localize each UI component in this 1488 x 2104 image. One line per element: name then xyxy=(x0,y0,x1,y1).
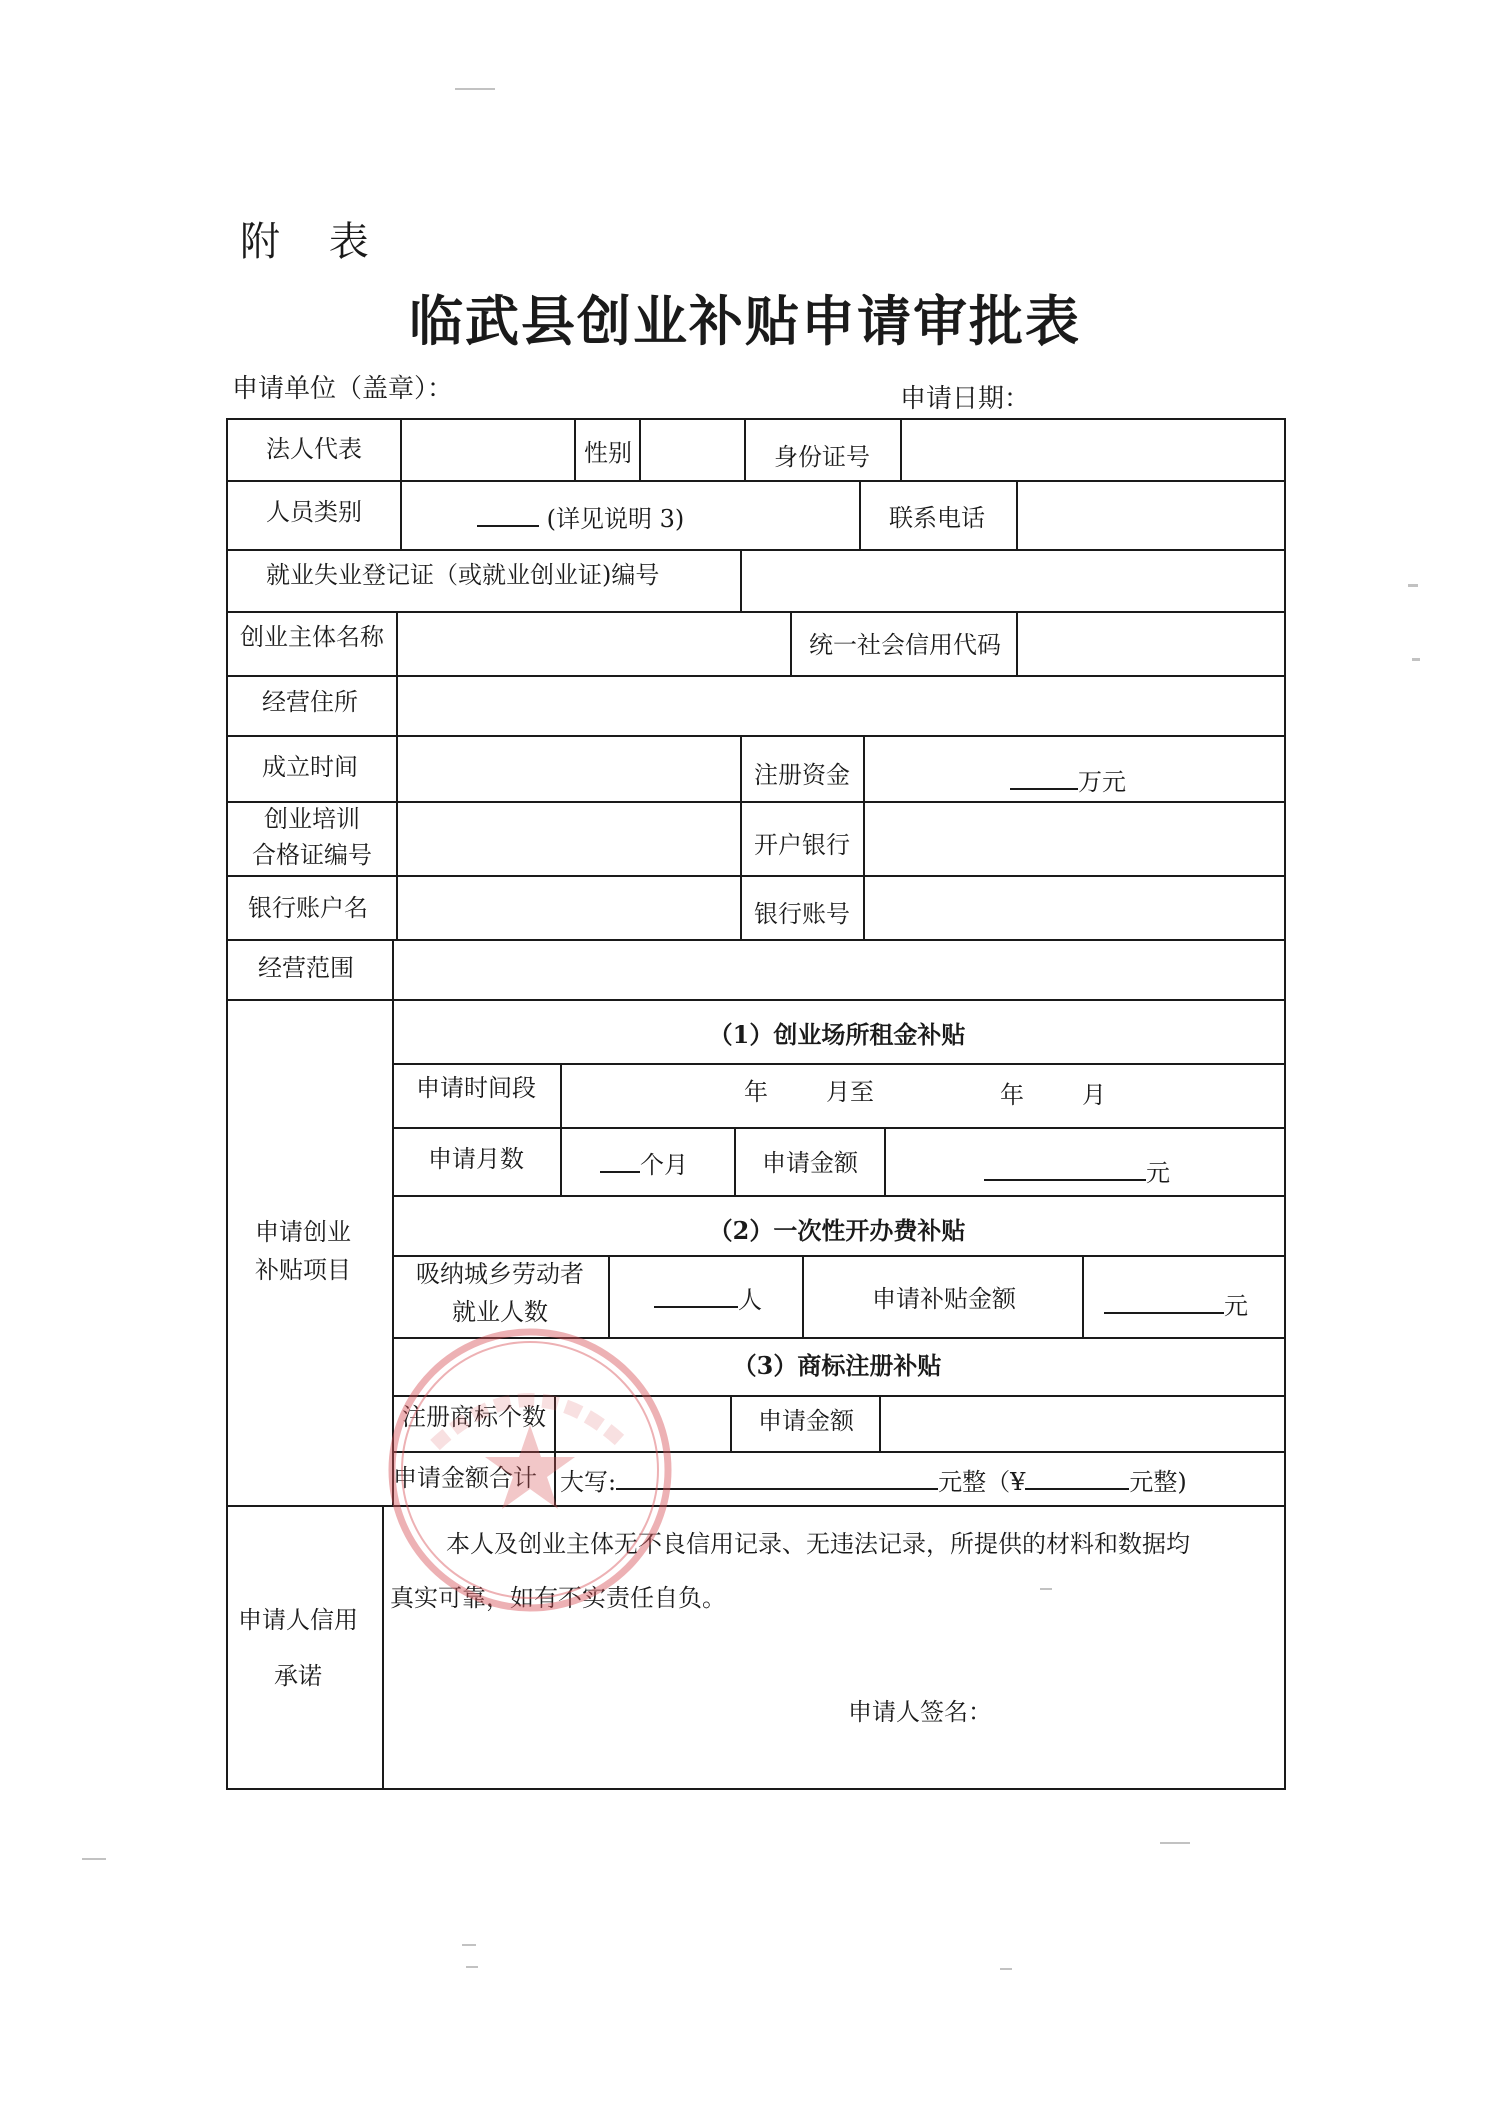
credit-promise-label-1: 申请人信用 xyxy=(238,1606,358,1634)
absorbed-workers-label-2: 就业人数 xyxy=(452,1298,548,1326)
subsidy-items-label-1: 申请创业 xyxy=(255,1218,351,1246)
promise-text-line-2: 真实可靠，如有不实责任自负。 xyxy=(390,1584,726,1612)
promise-text-line-1: 本人及创业主体无不良信用记录、无违法记录，所提供的材料和数据均 xyxy=(446,1530,1190,1558)
applicant-signature-label: 申请人签名： xyxy=(848,1698,992,1726)
credit-code-label: 统一社会信用代码 xyxy=(809,631,1001,659)
business-scope-label: 经营范围 xyxy=(258,954,354,982)
person-category-note: (详见说明 3) xyxy=(477,503,684,531)
apply-period-label: 申请时间段 xyxy=(416,1074,536,1102)
established-date-label: 成立时间 xyxy=(262,753,358,781)
total-amount-label: 申请金额合计 xyxy=(393,1464,537,1492)
entity-name-label: 创业主体名称 xyxy=(240,623,384,651)
employment-cert-label: 就业失业登记证（或就业创业证)编号 xyxy=(266,561,660,589)
legal-rep-label: 法人代表 xyxy=(266,435,362,463)
apply-months-label: 申请月数 xyxy=(428,1145,524,1173)
person-category-label: 人员类别 xyxy=(266,498,362,526)
gender-label: 性别 xyxy=(584,439,632,467)
applicant-unit-label: 申请单位（盖章）： xyxy=(232,374,454,404)
trademark-count-label: 注册商标个数 xyxy=(402,1403,546,1431)
opening-bank-label: 开户银行 xyxy=(754,831,850,859)
period-year-2: 年 xyxy=(1000,1081,1024,1109)
contact-phone-label: 联系电话 xyxy=(889,504,985,532)
subsidy-items-label-2: 补贴项目 xyxy=(255,1256,351,1284)
form-title: 临武县创业补贴申请审批表 xyxy=(409,290,1081,353)
account-number-label: 银行账号 xyxy=(754,900,850,928)
period-year-1: 年 xyxy=(744,1078,768,1106)
account-name-label: 银行账户名 xyxy=(248,894,368,922)
registered-capital-label: 注册资金 xyxy=(754,761,850,789)
subsidy-amount-value: 元 xyxy=(1104,1290,1248,1318)
period-month-to: 月至 xyxy=(826,1078,874,1106)
credit-promise-label-2: 承诺 xyxy=(274,1662,322,1690)
id-number-label: 身份证号 xyxy=(774,443,870,471)
absorbed-workers-label-1: 吸纳城乡劳动者 xyxy=(416,1260,584,1288)
attachment-label: 附 表 xyxy=(240,219,387,265)
training-cert-label-1: 创业培训 xyxy=(264,805,360,833)
trademark-subsidy-title: （3）商标注册补贴 xyxy=(732,1351,942,1380)
subsidy-amount-label: 申请补贴金额 xyxy=(872,1285,1016,1313)
rent-apply-amount-label: 申请金额 xyxy=(762,1149,858,1177)
business-address-label: 经营住所 xyxy=(262,688,358,716)
rent-amount-value: 元 xyxy=(984,1157,1170,1185)
apply-date-label: 申请日期： xyxy=(900,384,1031,414)
period-month-2: 月 xyxy=(1082,1081,1106,1109)
absorbed-workers-value: 人 xyxy=(654,1284,762,1312)
trademark-apply-amount-label: 申请金额 xyxy=(758,1407,854,1435)
rent-subsidy-title: （1）创业场所租金补贴 xyxy=(708,1020,966,1049)
training-cert-label-2: 合格证编号 xyxy=(252,841,372,869)
apply-months-value: 个月 xyxy=(600,1149,688,1177)
registered-capital-value: 万元 xyxy=(1010,766,1126,794)
total-amount-words: 大写: 元整（¥ 元整) xyxy=(560,1468,1187,1496)
startup-subsidy-title: （2）一次性开办费补贴 xyxy=(708,1216,966,1245)
